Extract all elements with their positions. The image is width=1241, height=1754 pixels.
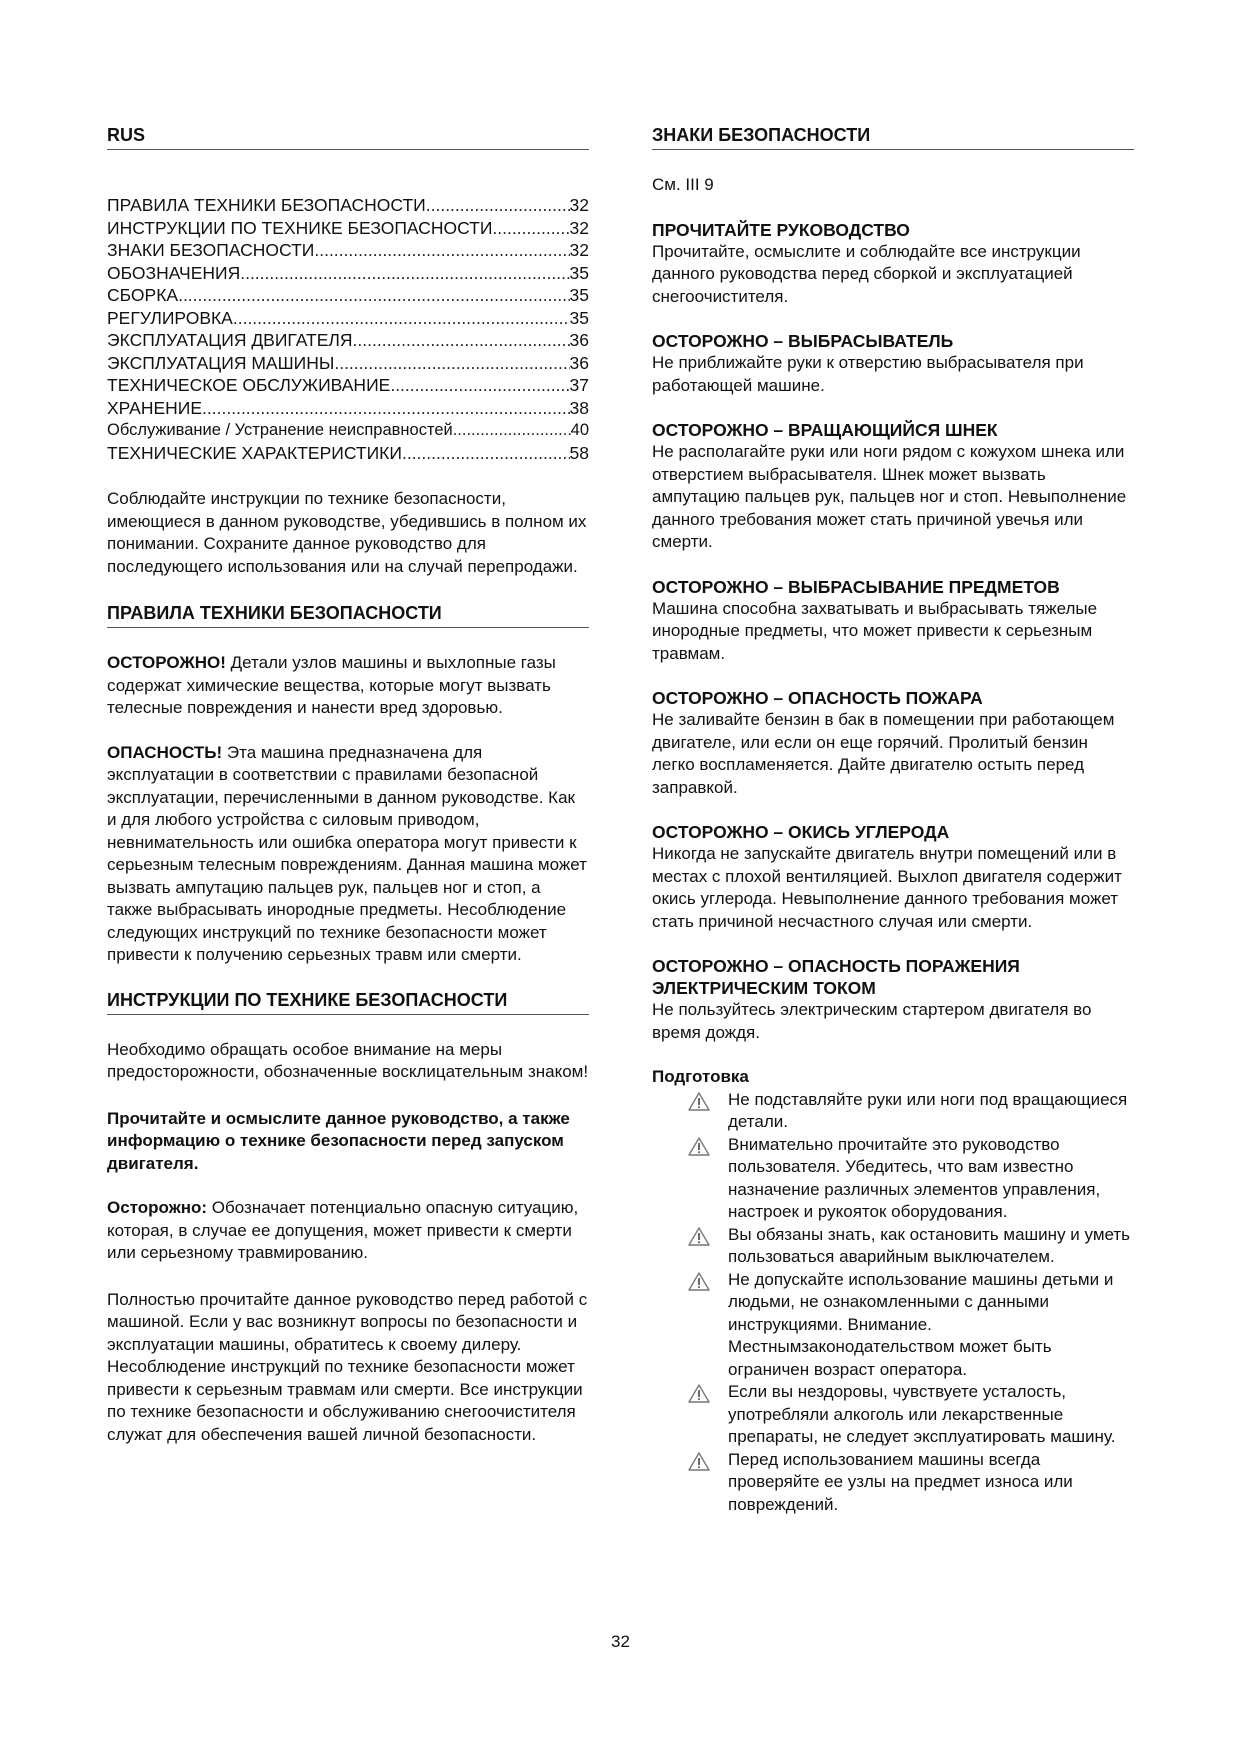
instructions-heading: ИНСТРУКЦИИ ПО ТЕХНИКЕ БЕЗОПАСНОСТИ xyxy=(107,989,589,1015)
warning-triangle-icon xyxy=(652,1089,728,1134)
warning-title: ОСТОРОЖНО – ВЫБРАСЫВАНИЕ ПРЕДМЕТОВ xyxy=(652,576,1060,597)
see-reference: См. III 9 xyxy=(652,175,714,194)
warning-block xyxy=(652,419,1134,554)
warning-triangle-icon xyxy=(652,1269,728,1382)
read-manual-paragraph: Прочитайте и осмыслите данное руководство, а также информацию о технике безопасности перед запуском двигателя. xyxy=(107,1108,570,1173)
page-number: 32 xyxy=(611,1632,630,1651)
warning-label: ОСТОРОЖНО! xyxy=(107,653,226,672)
toc-entry[interactable]: ПРАВИЛА ТЕХНИКИ БЕЗОПАСНОСТИ ..... 32 xyxy=(107,194,589,217)
warning-triangle-icon xyxy=(652,1134,728,1224)
preparation-list xyxy=(652,1089,1134,1517)
caution-label: Осторожно: xyxy=(107,1198,208,1217)
list-item: Не допускайте использование машины детьми и людьми, не ознакомленными с данными инструкциями. Внимание. Местнымзаконодательством может быть ограничен возраст оператора. xyxy=(652,1269,1134,1382)
warning-text: Прочитайте, осмыслите и соблюдайте все инструкции данного руководства перед сборкой и эксплуатацией снегоочистителя. xyxy=(652,241,1081,306)
warning-block xyxy=(652,821,1134,933)
final-paragraph: Полностью прочитайте данное руководство перед работой с машиной. Если у вас возникнут вопросы по безопасности и эксплуатации машины, обратитесь к своему дилеру. Несоблюдение инструкций по технике безопасности может привести к серьезным травмам или смерти. Все инструкции по технике безопасности и обслуживанию снегоочистителя служат для обеспечения вашей личной безопасности. xyxy=(107,1289,588,1444)
left-column xyxy=(107,124,589,1446)
warning-triangle-icon xyxy=(652,1381,728,1449)
list-item: Если вы нездоровы, чувствуете усталость, употребляли алкоголь или лекарственные препараты, не следует эксплуатировать машину. xyxy=(652,1381,1134,1449)
warning-text: Не располагайте руки или ноги рядом с кожухом шнека или отверстием выбрасывателя. Шнек может вызвать ампутацию пальцев рук, пальцев ног и стоп. Невыполнение данного требования может стать причиной увечья или смерти. xyxy=(652,442,1127,551)
danger-label: ОПАСНОСТЬ! xyxy=(107,742,223,762)
warning-block xyxy=(652,955,1134,1044)
warning-text: Никогда не запускайте двигатель внутри помещений или в местах с плохой вентиляцией. Выхлоп двигателя содержит окись углерода. Невыполнение данного требования может стать причиной несчастного случая или смерти. xyxy=(652,844,1122,931)
warning-triangle-icon xyxy=(652,1449,728,1517)
warning-title: ОСТОРОЖНО – ВЫБРАСЫВАТЕЛЬ xyxy=(652,331,954,351)
warning-text: Не пользуйтесь электрическим стартером двигателя во время дождя. xyxy=(652,1000,1092,1042)
list-item: Внимательно прочитайте это руководство пользователя. Убедитесь, что вам известно назначение различных элементов управления, настроек и рукояток оборудования. xyxy=(652,1134,1134,1224)
attention-paragraph: Необходимо обращать особое внимание на меры предосторожности, обозначенные восклицательным знаком! xyxy=(107,1039,589,1081)
warning-block xyxy=(652,219,1134,309)
toc-entry[interactable]: ЭКСПЛУАТАЦИЯ МАШИНЫ ..... 36 xyxy=(107,352,589,375)
toc-entry[interactable]: ХРАНЕНИЕ ..... 38 xyxy=(107,397,589,420)
warning-title: ПРОЧИТАЙТЕ РУКОВОДСТВО xyxy=(652,219,910,240)
warning-text: Не заливайте бензин в бак в помещении при работающем двигателе, или если он еще горячий. Пролитый бензин легко воспламеняется. Дайте двигателю остыть перед заправкой. xyxy=(652,710,1115,797)
intro-paragraph: Соблюдайте инструкции по технике безопасности, имеющиеся в данном руководстве, убедившись в полном их понимании. Сохраните данное руководство для последующего использования или на случай перепродажи. xyxy=(107,489,587,576)
warning-text: Машина способна захватывать и выбрасывать тяжелые инородные предметы, что может привести к серьезным травмам. xyxy=(652,598,1098,663)
toc-entry[interactable]: ТЕХНИЧЕСКИЕ ХАРАКТЕРИСТИКИ ..... 58 xyxy=(107,442,589,465)
danger-paragraph: ОПАСНОСТЬ! Эта машина предназначена для эксплуатации в соответствии с правилами безопасной эксплуатации, перечисленными в данном руководстве. Как и для любого устройства с силовым приводом, невнимательность или ошибка оператора могут привести к серьезным телесным повреждениям. Данная машина может вызвать ампутацию пальцев рук, пальцев ног и стоп, а также выбрасывать инородные предметы. Несоблюдение следующих инструкций по технике безопасности может привести к получению серьезных травм или смерти. xyxy=(107,742,587,964)
warning-block xyxy=(652,687,1134,799)
toc-entry[interactable]: ЗНАКИ БЕЗОПАСНОСТИ ..... 32 xyxy=(107,239,589,262)
toc-entry[interactable]: Обслуживание / Устранение неисправностей ..... 40 xyxy=(107,419,589,442)
warning-title: ОСТОРОЖНО – ОКИСЬ УГЛЕРОДА xyxy=(652,822,950,842)
warning-paragraph: ОСТОРОЖНО! Детали узлов машины и выхлопные газы содержат химические вещества, которые могут вызвать телесные повреждения и нанести вред здоровью. xyxy=(107,653,556,717)
list-item: Не подставляйте руки или ноги под вращающиеся детали. xyxy=(652,1089,1134,1134)
toc-entry[interactable]: ИНСТРУКЦИИ ПО ТЕХНИКЕ БЕЗОПАСНОСТИ ..... 32 xyxy=(107,217,589,240)
safety-signs-heading: ЗНАКИ БЕЗОПАСНОСТИ xyxy=(652,124,1134,150)
toc-entry[interactable]: ОБОЗНАЧЕНИЯ ..... 35 xyxy=(107,262,589,285)
warning-title: ОСТОРОЖНО – ВРАЩАЮЩИЙСЯ ШНЕК xyxy=(652,420,998,440)
toc-entry[interactable]: СБОРКА ..... 35 xyxy=(107,284,589,307)
warning-title: ОСТОРОЖНО – ОПАСНОСТЬ ПОЖАРА xyxy=(652,688,983,708)
rules-heading: ПРАВИЛА ТЕХНИКИ БЕЗОПАСНОСТИ xyxy=(107,602,589,628)
toc-entry[interactable]: ЭКСПЛУАТАЦИЯ ДВИГАТЕЛЯ ..... 36 xyxy=(107,329,589,352)
list-item: Вы обязаны знать, как остановить машину и уметь пользоваться аварийным выключателем. xyxy=(652,1224,1134,1269)
language-heading: RUS xyxy=(107,124,589,150)
warning-title: ОСТОРОЖНО – ОПАСНОСТЬ ПОРАЖЕНИЯ ЭЛЕКТРИЧЕСКИМ ТОКОМ xyxy=(652,956,1020,998)
caution-paragraph: Осторожно: Обозначает потенциально опасную ситуацию, которая, в случае ее допущения, может привести к смерти или серьезному травмированию. xyxy=(107,1198,579,1262)
toc-entry[interactable]: ТЕХНИЧЕСКОЕ ОБСЛУЖИВАНИЕ ..... 37 xyxy=(107,374,589,397)
warning-text: Не приближайте руки к отверстию выбрасывателя при работающей машине. xyxy=(652,353,1084,395)
table-of-contents xyxy=(107,194,589,464)
list-item: Перед использованием машины всегда проверяйте ее узлы на предмет износа или повреждений. xyxy=(652,1449,1134,1517)
preparation-heading: Подготовка xyxy=(652,1067,749,1086)
right-column xyxy=(652,124,1134,1516)
warning-block xyxy=(652,576,1134,666)
toc-entry[interactable]: РЕГУЛИРОВКА ..... 35 xyxy=(107,307,589,330)
warning-triangle-icon xyxy=(652,1224,728,1269)
warning-block xyxy=(652,330,1134,397)
